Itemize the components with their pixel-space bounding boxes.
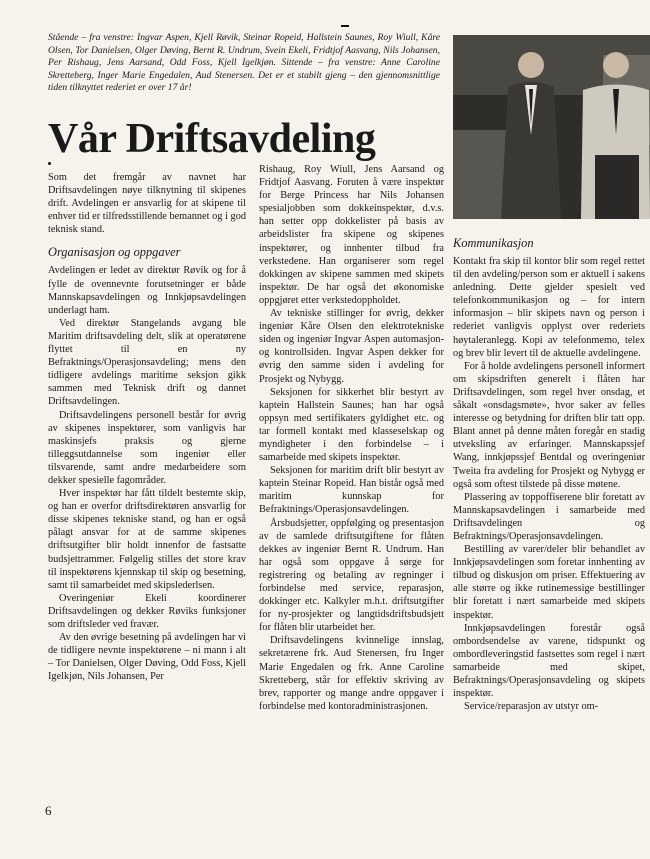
column-3 (453, 236, 645, 713)
page-number: 6 (45, 803, 52, 818)
paragraph: Plassering av toppoffiserene blir foretatt av Mannskapsavdelingen i samarbeide med Driftsavdelingen og Befraktnings/Operasjonsavdelingen. (453, 491, 645, 542)
print-mark (341, 25, 349, 27)
paragraph: Hver inspektør har fått tildelt bestemte skip, og han er overfor driftsdirektøren ansvarlig for disse skipenes tekniske stand, og han er også pålagt ansvar for at de samme skipenes driftsutgifter blir holdt innenfor de fastsatte budsjettrammer. Følgelig stilles det store krav til inspektørens kjennskap til skip og besetning, samt til samarbeidet med skipslederlsen. (48, 488, 246, 591)
column-1 (48, 171, 246, 683)
group-photo (453, 35, 650, 219)
paragraph: Rishaug, Roy Wiull, Jens Aarsand og Fridtjof Aasvang. Foruten å være inspektør for Berge Princess har Nils Johansen spesialjobben som dokkeinspektør, d.v.s. han setter opp dokkelister på basis av arbeidslister fra skipene og skipenes inspektører, og innhenter tilbud fra verkstedene. Han organiserer som regel dokkingen av skipene sammen med skipets inspektør. De har også det økonomiske oppgjøret etter verkstedoppholdet. (259, 164, 444, 306)
paragraph: Driftsavdelingens kvinnelige innslag, sekretærene frk. Aud Stenersen, fru Inger Marie Engedalen og frk. Anne Caroline Skretteberg, står for effektiv skriving av brev, rapporter og mange andre oppgaver i forbindelse med kontoradministrasjonen. (259, 635, 444, 712)
section-heading-kommunikasjon: Kommunikasjon (453, 236, 534, 250)
paragraph: Overingeniør Ekeli koordinerer Driftsavdelingen og dekker Røviks funksjoner som driftsleder ved fravær. (48, 592, 246, 630)
paragraph: Innkjøpsavdelingen forestår også ombordsendelse av varene, tidspunkt og ombordleveringstid fastsettes som regel i nært samarbeide med skipet, Befraktnings/Operasjonsavdeling og skipets inspektør. (453, 622, 645, 700)
bullet-mark (48, 162, 51, 165)
article-title: Vår Driftsavdeling (48, 116, 376, 162)
paragraph: Seksjonen for sikkerhet blir bestyrt av kaptein Hallstein Saunes; han har også oppsyn med sertifikaters gyldighet etc. og tar formell kontakt med klasseselskap og myndigheter i den forbindelse – i samarbeide med skipets inspektør. (259, 386, 444, 464)
paragraph: For å holde avdelingens personell informert om skipsdriften generelt i flåten har Driftsavdelingen, som regel hver onsdag, et såkalt «onsdagsmøte», hvor saker av felles interesse og betydning for driften blir tatt opp. Blant annet på denne måten foregår en stadig utveksling av erfaringer. Mannskapssjef Wang, innkjøpssjef Bentdal og overingeniør Tweita fra avdeling for Prosjekt og Nybygg er også som oftest tilstede på disse møtene. (453, 360, 645, 490)
paragraph: Service/reparasjon av utstyr om- (464, 701, 599, 713)
photo-caption: Stående – fra venstre: Ingvar Aspen, Kjell Røvik, Steinar Ropeid, Hallstein Saunes, Roy Wiull, Kåre Olsen, Tor Danielsen, Olger Døving, Bernt R. Undrum, Svein Ekeli, Fridtjof Aasvang, Nils Johansen, Per Rishaug, Jens Aarsand, Odd Foss, Kjell Igelkjøn. Sittende – fra venstre: Anne Caroline Skretteberg, Inger Marie Engedalen, Aud Stenersen. Det er et stabilt gjeng – den gjennomsnittlige tiden tilknyttet rederiet er over 17 år! (48, 32, 440, 94)
paragraph: Seksjonen for maritim drift blir bestyrt av kaptein Steinar Ropeid. Han bistår også med maritim kunnskap for Befraktnings/Operasjonsavdelingen. (259, 465, 444, 516)
group-photo-image (453, 35, 650, 219)
paragraph: Av tekniske stillinger for øvrig, dekker ingeniør Kåre Olsen den elektrotekniske siden og ingeniør Ingvar Aspen automasjon- og kontrollsiden. Ingvar Aspen dekker for øvrig den samme siden i avdeling for Prosjekt og Nybygg. (259, 308, 444, 385)
paragraph: Avdelingen er ledet av direktør Røvik og for å fylle de ovennevnte forutsetninger er både Mannskapsavdelingen og Innkjøpsavdelingen underlagt ham. (48, 265, 246, 316)
paragraph: Kontakt fra skip til kontor blir som regel rettet til den avdeling/person som er aktuell i sakens anledning. Dette gjelder spesielt ved telefonkommunikasjon og – for intern informasjon – blir skipets navn og person i rederiet vanligvis opplyst over rederiets høytaleranlegg. Kopi av telefonmemo, telex og brev blir levert til de aktuelle avdelingene. (453, 256, 645, 359)
section-heading-organisasjon: Organisasjon og oppgaver (48, 245, 181, 260)
intro-paragraph: Som det fremgår av navnet har Driftsavdelingen nøye tilknytning til skipenes drift. Avdelingen er ansvarlig for at skipene til enhver tid er tilfredsstillende bemannet og i god teknisk stand. (48, 172, 246, 236)
paragraph: Årsbudsjetter, oppfølging og presentasjon av de samlede driftsutgiftene for flåten dekkes av ingeniør Bernt R. Undrum. Han har også som oppgave å sørge for registrering og betaling av regninger i forbindelse med service, reparasjon, dokkinger etc. Kalkyler m.h.t. driftsutgifter for ny-prosjekter og langtidsdriftsbudsjett for flåten blir utarbeidet her. (259, 517, 444, 634)
paragraph: Driftsavdelingens personell består for øvrig av skipenes inspektører, som vanligvis har maskinsjefs praksis og gjerne tilleggsutdannelse som ingeniør eller tilsvarende, samt andre medarbeidere som dekker spesielle fagområder. (48, 409, 246, 486)
paragraph: Bestilling av varer/deler blir behandlet av Innkjøpsavdelingen som foretar innhenting av tilbud og diskusjon om priser. Effektuering av alle større og ikke rutinemessige bestillinger blir foretatt i nært samarbeide med skipets inspektør. (453, 544, 645, 621)
column-2 (259, 163, 444, 713)
paragraph: Ved direktør Stangelands avgang ble Maritim driftsavdeling delt, slik at operatørene flyttet til en ny Befraktnings/Operasjonsavdeling; mens den tidligere avdelings maritime seksjon gikk sammen med Teknisk drift og dannet Driftsavdelingen. (48, 317, 246, 408)
paragraph: Av den øvrige besetning på avdelingen har vi de tidligere nevnte inspektørene – ni mann i alt – Tor Danielsen, Olger Døving, Odd Foss, Kjell Igelkjøn, Nils Johansen, Per (48, 632, 246, 683)
